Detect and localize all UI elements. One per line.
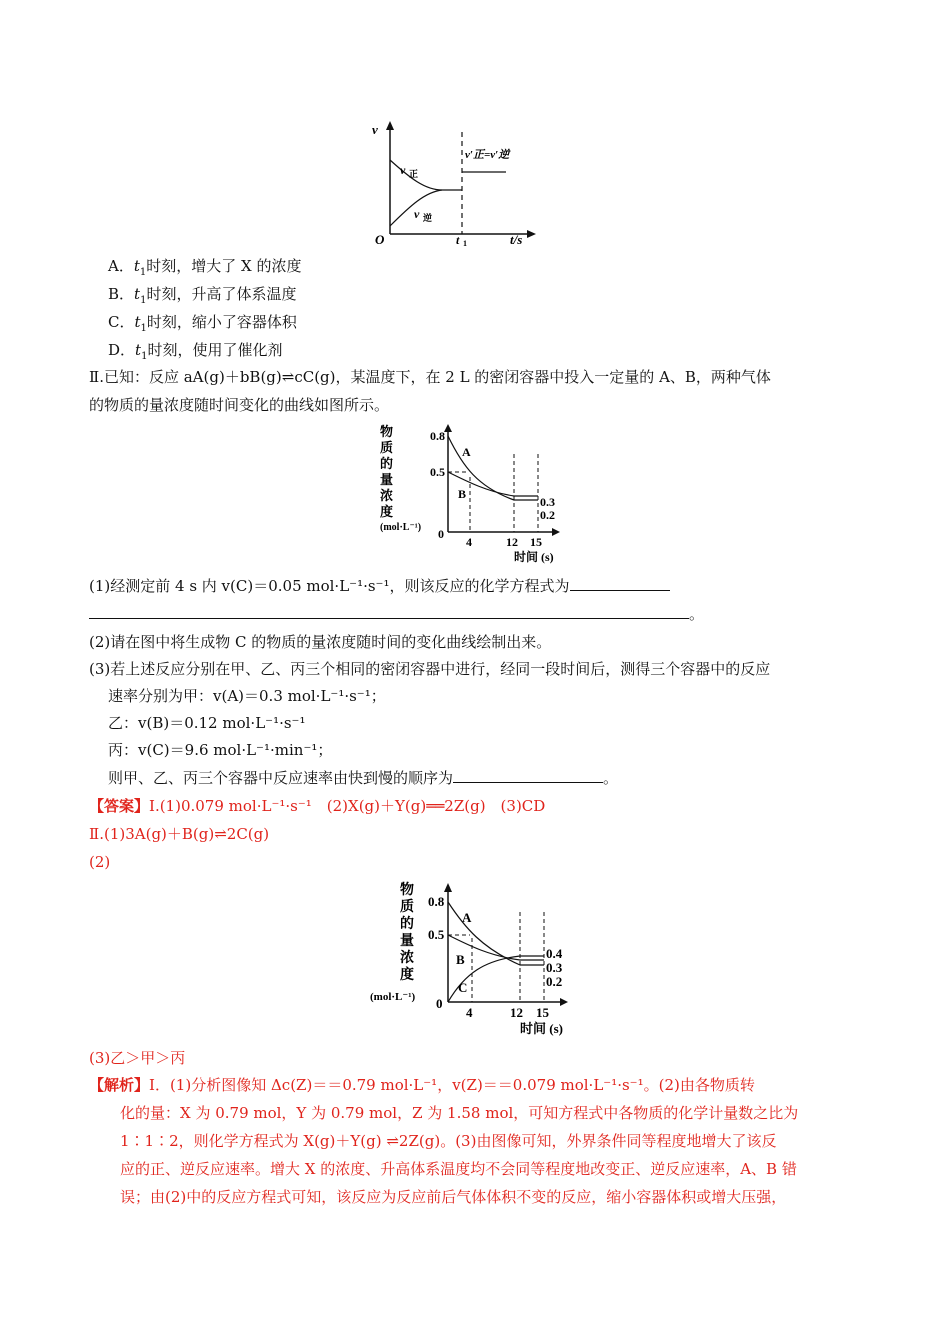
y-tick-05: 0.5 bbox=[428, 927, 445, 942]
v-forward-sub: 正 bbox=[409, 169, 419, 179]
v-reverse-label: v bbox=[414, 207, 420, 221]
t1-label: t bbox=[456, 233, 460, 247]
x-tick-4: 4 bbox=[466, 535, 472, 549]
end-04: 0.4 bbox=[546, 946, 563, 961]
analysis-tag: 【解析】 bbox=[89, 1076, 150, 1094]
question-1: (1)经测定前 4 s 内 v(C)＝0.05 mol·L⁻¹·s⁻¹，则该反应的化学方程式为 bbox=[89, 576, 670, 596]
y-axis-label bbox=[400, 881, 414, 983]
option-c: C．$t_1$时刻，缩小了容器体积 bbox=[108, 313, 297, 334]
svg-text:物: 物 bbox=[400, 883, 414, 898]
x-tick-4: 4 bbox=[466, 1005, 473, 1020]
end-03: 0.3 bbox=[546, 960, 563, 975]
origin-label: 0 bbox=[436, 996, 443, 1011]
label-b: B bbox=[458, 487, 467, 501]
part2-intro-1: Ⅱ.已知：反应 aA(g)＋bB(g)⇌cC(g)，某温度下，在 2 L 的密闭容器中投入一定量的 A、B，两种气体 bbox=[89, 368, 771, 386]
question-3-line2: 速率分别为甲：v(A)＝0.3 mol·L⁻¹·s⁻¹； bbox=[108, 687, 386, 705]
answer-line-2: Ⅱ.(1)3A(g)＋B(g)⇌2C(g) bbox=[89, 825, 270, 843]
svg-text:量: 量 bbox=[380, 472, 394, 487]
svg-text:度: 度 bbox=[380, 504, 394, 519]
v-forward-label: v bbox=[400, 163, 406, 177]
svg-text:量: 量 bbox=[400, 934, 414, 949]
answer-blank-1b[interactable] bbox=[89, 604, 689, 619]
svg-text:的: 的 bbox=[380, 456, 394, 471]
svg-text:的: 的 bbox=[400, 917, 414, 932]
end-02: 0.2 bbox=[540, 508, 555, 522]
v-reverse-sub: 逆 bbox=[423, 213, 433, 223]
y-tick-08: 0.8 bbox=[430, 429, 445, 443]
analysis-line-4: 应的正、逆反应速率。增大 X 的浓度、升高体系温度均不会同等程度地改变正、逆反应速率，A、B 错 bbox=[120, 1160, 797, 1178]
end-03: 0.3 bbox=[540, 495, 555, 509]
question-2: (2)请在图中将生成物 C 的物质的量浓度随时间的变化曲线绘制出来。 bbox=[89, 633, 552, 651]
y-tick-08: 0.8 bbox=[428, 894, 445, 909]
concentration-graph bbox=[378, 422, 578, 564]
label-a: A bbox=[462, 910, 472, 925]
answer-line-3: (2) bbox=[89, 853, 111, 871]
analysis-line-3: 1∶1∶2，则化学方程式为 X(g)＋Y(g) ⇌2Z(g)。(3)由图像可知，外界条件同等程度地增大了该反 bbox=[120, 1132, 777, 1150]
answer-line-1: 【答案】Ⅰ.(1)0.079 mol·L⁻¹·s⁻¹ (2)X(g)＋Y(g)══2Z(g) (3)CD bbox=[89, 797, 546, 815]
y-axis-label bbox=[380, 424, 393, 519]
velocity-time-graph bbox=[370, 118, 540, 248]
option-b: B．$t_1$时刻，升高了体系温度 bbox=[108, 285, 297, 306]
x-tick-12: 12 bbox=[510, 1005, 523, 1020]
label-a: A bbox=[462, 445, 471, 459]
x-axis-label: 时间 (s) bbox=[520, 1021, 563, 1036]
svg-text:浓: 浓 bbox=[380, 488, 394, 503]
option-d: D．$t_1$时刻，使用了催化剂 bbox=[108, 341, 283, 362]
svg-text:度: 度 bbox=[400, 968, 414, 983]
x-tick-15: 15 bbox=[536, 1005, 549, 1020]
question-3-line1: (3)若上述反应分别在甲、乙、丙三个相同的密闭容器中进行，经同一段时间后，测得三个容器中的反应 bbox=[89, 660, 771, 678]
origin-label: 0 bbox=[438, 527, 444, 541]
analysis-line-2: 化的量：X 为 0.79 mol，Y 为 0.79 mol，Z 为 1.58 mol，可知方程式中各物质的化学计量数之比为 bbox=[120, 1104, 799, 1122]
x-axis-label: 时间 (s) bbox=[514, 550, 554, 564]
question-3-line5: 则甲、乙、丙三个容器中反应速率由快到慢的顺序为 。 bbox=[108, 769, 619, 787]
t1-sub: 1 bbox=[463, 239, 467, 248]
label-c: C bbox=[458, 980, 468, 995]
x-tick-15: 15 bbox=[530, 535, 542, 549]
answer-3: (3)乙＞甲＞丙 bbox=[89, 1049, 186, 1067]
question-3-line3: 乙：v(B)＝0.12 mol·L⁻¹·s⁻¹ bbox=[108, 714, 306, 732]
analysis-line-1: 【解析】Ⅰ．(1)分析图像知 Δc(Z)＝＝0.79 mol·L⁻¹，v(Z)＝＝0.079 mol·L⁻¹·s⁻¹。(2)由各物质转 bbox=[89, 1076, 755, 1094]
option-a: A．$t_1$时刻，增大了 X 的浓度 bbox=[108, 257, 302, 278]
analysis-line-5: 误；由(2)中的反应方程式可知，该反应为反应前后气体体积不变的反应，缩小容器体积或增大压强， bbox=[120, 1188, 787, 1206]
svg-text:物: 物 bbox=[380, 424, 394, 439]
question-3-line4: 丙：v(C)＝9.6 mol·L⁻¹·min⁻¹； bbox=[108, 741, 333, 759]
question-1-cont: 。 bbox=[89, 604, 704, 624]
answer-blank-1a[interactable] bbox=[570, 576, 670, 591]
answer-tag: 【答案】 bbox=[89, 797, 150, 815]
x-tick-12: 12 bbox=[506, 535, 518, 549]
v-axis-label: v bbox=[372, 122, 378, 137]
answer-blank-3[interactable] bbox=[453, 768, 603, 783]
end-02: 0.2 bbox=[546, 974, 563, 989]
svg-text:质: 质 bbox=[380, 440, 394, 455]
origin-label: O bbox=[375, 232, 385, 247]
label-b: B bbox=[456, 952, 465, 967]
y-unit: (mol·L⁻¹) bbox=[370, 991, 416, 1003]
svg-text:质: 质 bbox=[400, 900, 414, 915]
part2-intro-2: 的物质的量浓度随时间变化的曲线如图所示。 bbox=[89, 396, 390, 414]
y-unit: (mol·L⁻¹) bbox=[380, 522, 422, 533]
svg-text:浓: 浓 bbox=[400, 951, 414, 966]
y-tick-05: 0.5 bbox=[430, 465, 445, 479]
t-axis-label: t/s bbox=[510, 232, 523, 247]
v-prime-label: v′正=v′逆 bbox=[465, 149, 510, 161]
answer-concentration-graph bbox=[370, 878, 580, 1036]
